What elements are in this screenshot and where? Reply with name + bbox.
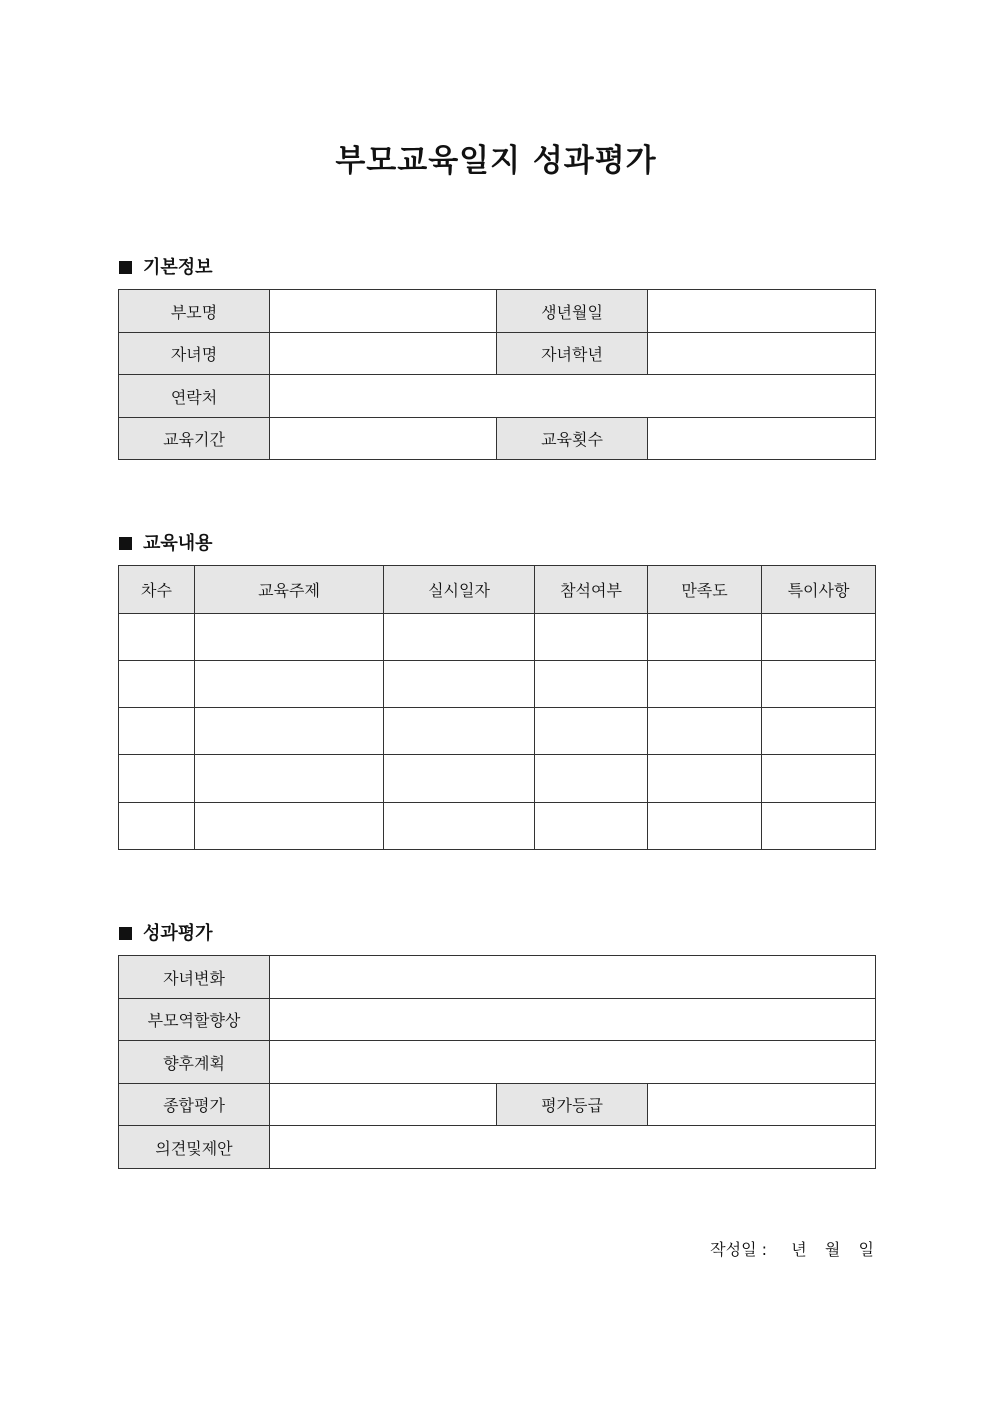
section-heading-edu-content <box>119 529 213 555</box>
section-heading-text: 기본정보 <box>143 257 213 278</box>
table-cell[interactable] <box>119 614 195 661</box>
opinion-field[interactable] <box>270 1126 876 1169</box>
child-change-label: 자녀변화 <box>119 956 270 999</box>
birthdate-label: 생년월일 <box>497 290 648 333</box>
child-change-field[interactable] <box>270 956 876 999</box>
edu-content-table <box>118 565 876 850</box>
child-name-field[interactable] <box>270 333 497 375</box>
table-cell[interactable] <box>384 755 535 803</box>
written-month-label: 월 <box>824 1240 841 1259</box>
evaluation-table <box>118 955 876 1169</box>
table-cell[interactable] <box>195 708 384 755</box>
table-row <box>119 1084 876 1126</box>
table-cell[interactable] <box>195 803 384 850</box>
basic-info-table <box>118 289 876 460</box>
grade-field[interactable] <box>648 1084 876 1126</box>
overall-label: 종합평가 <box>119 1084 270 1126</box>
table-cell[interactable] <box>762 661 876 708</box>
birthdate-field[interactable] <box>648 290 876 333</box>
table-cell[interactable] <box>762 803 876 850</box>
parent-name-label: 부모명 <box>119 290 270 333</box>
parent-role-label: 부모역할향상 <box>119 999 270 1041</box>
table-cell[interactable] <box>119 708 195 755</box>
square-bullet-icon <box>119 927 132 940</box>
section-heading-text: 성과평가 <box>143 923 213 944</box>
section-heading-evaluation <box>119 919 213 945</box>
table-cell[interactable] <box>762 755 876 803</box>
column-header-satisfaction: 만족도 <box>648 566 762 614</box>
page-title: 부모교육일지 성과평가 <box>335 143 657 179</box>
child-grade-field[interactable] <box>648 333 876 375</box>
edu-period-field[interactable] <box>270 418 497 460</box>
table-cell[interactable] <box>535 614 648 661</box>
column-header-round: 차수 <box>119 566 195 614</box>
table-header-row <box>119 566 876 614</box>
table-cell[interactable] <box>119 803 195 850</box>
parent-name-field[interactable] <box>270 290 497 333</box>
table-cell[interactable] <box>535 803 648 850</box>
table-cell[interactable] <box>535 661 648 708</box>
table-cell[interactable] <box>648 614 762 661</box>
table-cell[interactable] <box>384 614 535 661</box>
square-bullet-icon <box>119 537 132 550</box>
child-name-label: 자녀명 <box>119 333 270 375</box>
table-cell[interactable] <box>535 708 648 755</box>
edu-count-field[interactable] <box>648 418 876 460</box>
edu-period-label: 교육기간 <box>119 418 270 460</box>
table-row <box>119 803 876 850</box>
table-cell[interactable] <box>195 755 384 803</box>
table-cell[interactable] <box>648 661 762 708</box>
table-row <box>119 290 876 333</box>
written-year-label: 년 <box>791 1240 807 1259</box>
contact-field[interactable] <box>270 375 876 418</box>
table-row <box>119 1041 876 1084</box>
table-row <box>119 956 876 999</box>
table-cell[interactable] <box>384 803 535 850</box>
parent-role-field[interactable] <box>270 999 876 1041</box>
table-cell[interactable] <box>195 614 384 661</box>
square-bullet-icon <box>119 261 132 274</box>
table-row <box>119 1126 876 1169</box>
table-cell[interactable] <box>119 755 195 803</box>
overall-field[interactable] <box>270 1084 497 1126</box>
written-day-label: 일 <box>858 1240 874 1259</box>
table-cell[interactable] <box>384 661 535 708</box>
table-row <box>119 375 876 418</box>
section-heading-text: 교육내용 <box>143 533 213 554</box>
table-cell[interactable] <box>195 661 384 708</box>
table-cell[interactable] <box>535 755 648 803</box>
table-cell[interactable] <box>762 614 876 661</box>
column-header-attendance: 참석여부 <box>535 566 648 614</box>
table-cell[interactable] <box>648 708 762 755</box>
opinion-label: 의견및제안 <box>119 1126 270 1169</box>
child-grade-label: 자녀학년 <box>497 333 648 375</box>
table-row <box>119 708 876 755</box>
table-row <box>119 418 876 460</box>
table-row <box>119 614 876 661</box>
section-heading-basic-info <box>119 253 213 279</box>
column-header-date: 실시일자 <box>384 566 535 614</box>
table-row <box>119 333 876 375</box>
column-header-notes: 특이사항 <box>762 566 876 614</box>
written-date-line <box>710 1237 874 1260</box>
written-date-label: 작성일 : <box>710 1240 768 1259</box>
table-row <box>119 661 876 708</box>
table-row <box>119 755 876 803</box>
table-cell[interactable] <box>762 708 876 755</box>
edu-count-label: 교육횟수 <box>497 418 648 460</box>
table-cell[interactable] <box>648 755 762 803</box>
table-cell[interactable] <box>648 803 762 850</box>
future-plan-field[interactable] <box>270 1041 876 1084</box>
table-cell[interactable] <box>384 708 535 755</box>
column-header-topic: 교육주제 <box>195 566 384 614</box>
table-cell[interactable] <box>119 661 195 708</box>
grade-label: 평가등급 <box>497 1084 648 1126</box>
table-row <box>119 999 876 1041</box>
contact-label: 연락처 <box>119 375 270 418</box>
future-plan-label: 향후계획 <box>119 1041 270 1084</box>
